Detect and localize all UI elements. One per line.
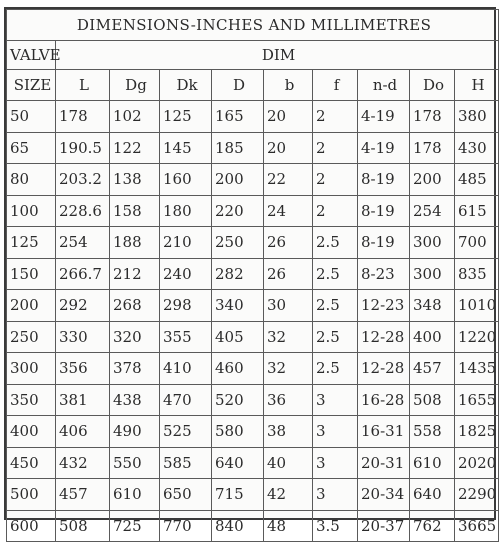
column-header: Dk <box>160 70 212 101</box>
table-cell: 138 <box>110 164 160 196</box>
table-cell: 8-19 <box>358 227 410 259</box>
table-cell: 254 <box>410 195 455 227</box>
column-header: H <box>455 70 499 101</box>
table-cell: 550 <box>110 447 160 479</box>
table-cell: 835 <box>455 258 499 290</box>
table-cell: 145 <box>160 132 212 164</box>
table-cell: 460 <box>212 353 264 385</box>
table-cell: 525 <box>160 416 212 448</box>
valve-size-cell: 600 <box>7 510 56 542</box>
valve-size-cell: 65 <box>7 132 56 164</box>
table-cell: 2 <box>313 132 358 164</box>
table-cell: 520 <box>212 384 264 416</box>
table-cell: 2 <box>313 101 358 133</box>
table-row <box>7 384 499 416</box>
table-cell: 770 <box>160 510 212 542</box>
table-cell: 16-31 <box>358 416 410 448</box>
valve-size-cell: 150 <box>7 258 56 290</box>
table-cell: 558 <box>410 416 455 448</box>
table-cell: 725 <box>110 510 160 542</box>
table-row <box>7 447 499 479</box>
valve-size-cell: 350 <box>7 384 56 416</box>
table-cell: 640 <box>410 479 455 511</box>
valve-size-cell: 250 <box>7 321 56 353</box>
table-cell: 840 <box>212 510 264 542</box>
table-row <box>7 290 499 322</box>
table-cell: 1825 <box>455 416 499 448</box>
table-cell: 356 <box>56 353 110 385</box>
table-cell: 2020 <box>455 447 499 479</box>
table-cell: 457 <box>410 353 455 385</box>
table-cell: 2 <box>313 195 358 227</box>
table-cell: 715 <box>212 479 264 511</box>
table-row <box>7 479 499 511</box>
table-cell: 20 <box>264 132 313 164</box>
column-header: L <box>56 70 110 101</box>
table-cell: 508 <box>410 384 455 416</box>
valve-size-cell: 80 <box>7 164 56 196</box>
table-cell: 102 <box>110 101 160 133</box>
valve-size-cell: 100 <box>7 195 56 227</box>
table-cell: 20-37 <box>358 510 410 542</box>
table-cell: 508 <box>56 510 110 542</box>
valve-size-cell: 200 <box>7 290 56 322</box>
table-cell: 42 <box>264 479 313 511</box>
table-cell: 3665 <box>455 510 499 542</box>
table-cell: 203.2 <box>56 164 110 196</box>
table-cell: 36 <box>264 384 313 416</box>
table-cell: 3 <box>313 479 358 511</box>
table-cell: 40 <box>264 447 313 479</box>
table-cell: 457 <box>56 479 110 511</box>
table-cell: 200 <box>410 164 455 196</box>
table-cell: 48 <box>264 510 313 542</box>
table-cell: 12-23 <box>358 290 410 322</box>
table-cell: 348 <box>410 290 455 322</box>
table-cell: 16-28 <box>358 384 410 416</box>
table-cell: 240 <box>160 258 212 290</box>
table-cell: 432 <box>56 447 110 479</box>
table-cell: 188 <box>110 227 160 259</box>
table-cell: 178 <box>410 101 455 133</box>
table-cell: 2.5 <box>313 353 358 385</box>
table-cell: 32 <box>264 321 313 353</box>
table-cell: 30 <box>264 290 313 322</box>
table-row <box>7 258 499 290</box>
table-cell: 610 <box>410 447 455 479</box>
table-cell: 3 <box>313 447 358 479</box>
table-cell: 490 <box>110 416 160 448</box>
valve-size-cell: 125 <box>7 227 56 259</box>
table-cell: 254 <box>56 227 110 259</box>
table-cell: 250 <box>212 227 264 259</box>
table-cell: 380 <box>455 101 499 133</box>
table-row <box>7 164 499 196</box>
table-cell: 8-19 <box>358 164 410 196</box>
table-cell: 330 <box>56 321 110 353</box>
table-cell: 610 <box>110 479 160 511</box>
table-cell: 8-23 <box>358 258 410 290</box>
table-cell: 180 <box>160 195 212 227</box>
table-cell: 410 <box>160 353 212 385</box>
size-label: SIZE <box>7 70 56 101</box>
valve-size-cell: 450 <box>7 447 56 479</box>
column-header: D <box>212 70 264 101</box>
table-cell: 12-28 <box>358 321 410 353</box>
dimension-table-sheet <box>4 7 497 535</box>
table-cell: 160 <box>160 164 212 196</box>
table-row <box>7 101 499 133</box>
table-cell: 125 <box>160 101 212 133</box>
table-cell: 615 <box>455 195 499 227</box>
table-cell: 405 <box>212 321 264 353</box>
table-cell: 190.5 <box>56 132 110 164</box>
table-cell: 20 <box>264 101 313 133</box>
table-cell: 320 <box>110 321 160 353</box>
table-cell: 2.5 <box>313 290 358 322</box>
table-cell: 470 <box>160 384 212 416</box>
table-cell: 2290 <box>455 479 499 511</box>
table-cell: 165 <box>212 101 264 133</box>
table-row <box>7 353 499 385</box>
table-cell: 268 <box>110 290 160 322</box>
column-header: f <box>313 70 358 101</box>
table-cell: 212 <box>110 258 160 290</box>
table-cell: 266.7 <box>56 258 110 290</box>
dimensions-table <box>6 9 499 542</box>
table-cell: 298 <box>160 290 212 322</box>
table-cell: 185 <box>212 132 264 164</box>
table-cell: 292 <box>56 290 110 322</box>
table-cell: 430 <box>455 132 499 164</box>
table-cell: 340 <box>212 290 264 322</box>
table-cell: 3 <box>313 384 358 416</box>
column-header: n-d <box>358 70 410 101</box>
table-cell: 700 <box>455 227 499 259</box>
table-title: DIMENSIONS-INCHES AND MILLIMETRES <box>7 10 499 41</box>
table-cell: 585 <box>160 447 212 479</box>
table-cell: 26 <box>264 227 313 259</box>
table-cell: 438 <box>110 384 160 416</box>
table-cell: 2 <box>313 164 358 196</box>
table-cell: 20-31 <box>358 447 410 479</box>
table-cell: 22 <box>264 164 313 196</box>
table-cell: 2.5 <box>313 227 358 259</box>
table-cell: 1220 <box>455 321 499 353</box>
table-cell: 220 <box>212 195 264 227</box>
table-cell: 3.5 <box>313 510 358 542</box>
table-cell: 178 <box>410 132 455 164</box>
table-cell: 210 <box>160 227 212 259</box>
table-cell: 355 <box>160 321 212 353</box>
table-cell: 400 <box>410 321 455 353</box>
table-cell: 2.5 <box>313 258 358 290</box>
valve-size-cell: 400 <box>7 416 56 448</box>
table-cell: 20-34 <box>358 479 410 511</box>
valve-label: VALVE <box>7 41 56 70</box>
table-cell: 24 <box>264 195 313 227</box>
table-cell: 1435 <box>455 353 499 385</box>
column-header: Do <box>410 70 455 101</box>
table-cell: 378 <box>110 353 160 385</box>
table-cell: 650 <box>160 479 212 511</box>
table-row <box>7 510 499 542</box>
table-row <box>7 227 499 259</box>
table-cell: 762 <box>410 510 455 542</box>
table-cell: 300 <box>410 227 455 259</box>
column-header: b <box>264 70 313 101</box>
valve-size-cell: 50 <box>7 101 56 133</box>
table-cell: 406 <box>56 416 110 448</box>
table-cell: 12-28 <box>358 353 410 385</box>
table-row <box>7 132 499 164</box>
table-cell: 4-19 <box>358 132 410 164</box>
table-row <box>7 195 499 227</box>
table-row <box>7 321 499 353</box>
table-cell: 282 <box>212 258 264 290</box>
table-cell: 2.5 <box>313 321 358 353</box>
table-cell: 38 <box>264 416 313 448</box>
table-cell: 4-19 <box>358 101 410 133</box>
table-cell: 1010 <box>455 290 499 322</box>
table-cell: 1655 <box>455 384 499 416</box>
table-cell: 8-19 <box>358 195 410 227</box>
table-cell: 381 <box>56 384 110 416</box>
table-cell: 32 <box>264 353 313 385</box>
valve-size-cell: 500 <box>7 479 56 511</box>
table-cell: 580 <box>212 416 264 448</box>
table-cell: 485 <box>455 164 499 196</box>
valve-size-cell: 300 <box>7 353 56 385</box>
table-cell: 200 <box>212 164 264 196</box>
table-cell: 3 <box>313 416 358 448</box>
table-cell: 640 <box>212 447 264 479</box>
dim-group-header: DIM <box>56 41 499 70</box>
table-cell: 228.6 <box>56 195 110 227</box>
table-cell: 122 <box>110 132 160 164</box>
table-cell: 300 <box>410 258 455 290</box>
table-cell: 178 <box>56 101 110 133</box>
table-cell: 26 <box>264 258 313 290</box>
table-cell: 158 <box>110 195 160 227</box>
column-header: Dg <box>110 70 160 101</box>
table-row <box>7 416 499 448</box>
